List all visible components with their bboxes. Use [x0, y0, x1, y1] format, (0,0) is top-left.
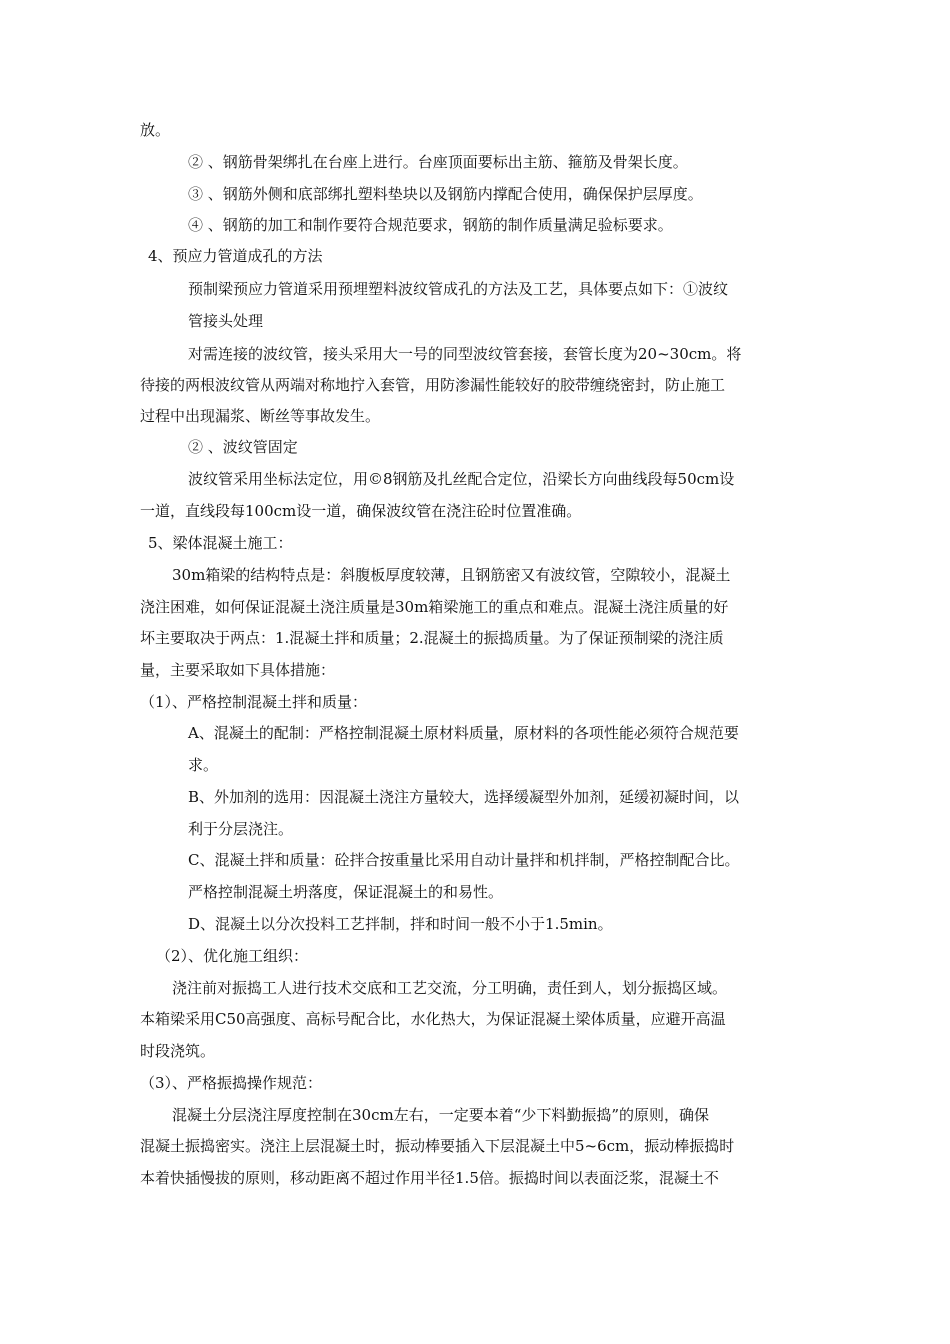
text-line: 放。	[140, 121, 171, 139]
text-line: ③ 、钢筋外侧和底部绑扎塑料垫块以及钢筋内撑配合使用，确保保护层厚度。	[188, 185, 703, 203]
text-line: 30m箱梁的结构特点是：斜腹板厚度较薄，且钢筋密又有波纹管，空隙较小，混凝土	[172, 566, 731, 584]
text-line: 利于分层浇注。	[188, 820, 294, 838]
text-line: A、混凝土的配制：严格控制混凝土原材料质量，原材料的各项性能必须符合规范要	[188, 724, 739, 742]
text-line: ④ 、钢筋的加工和制作要符合规范要求，钢筋的制作质量满足验标要求。	[188, 216, 673, 234]
text-line: 对需连接的波纹管，接头采用大一号的同型波纹管套接，套管长度为20~30cm。将	[188, 345, 742, 363]
subsection-heading: （1）、严格控制混凝土拌和质量：	[140, 693, 368, 711]
text-line: 浇注困难，如何保证混凝土浇注质量是30m箱梁施工的重点和难点。混凝土浇注质量的好	[140, 598, 729, 616]
text-line: 浇注前对振捣工人进行技术交底和工艺交流，分工明确，责任到人，划分振捣区域。	[172, 979, 728, 997]
subsection-heading: （2）、优化施工组织：	[156, 947, 309, 965]
text-line: 混凝土分层浇注厚度控制在30cm左右，一定要本着“少下料勤振捣”的原则，确保	[172, 1106, 710, 1124]
text-line: 坏主要取决于两点：1.混凝土拌和质量；2.混凝土的振捣质量。为了保证预制梁的浇注质	[140, 629, 724, 647]
text-line: ② 、波纹管固定	[188, 438, 298, 456]
text-line: B、外加剂的选用：因混凝土浇注方量较大，选择缓凝型外加剂，延缓初凝时间，以	[188, 788, 740, 806]
text-line: 严格控制混凝土坍落度，保证混凝土的和易性。	[188, 883, 504, 901]
text-line: D、混凝土以分次投料工艺拌制，拌和时间一般不小于1.5min。	[188, 915, 613, 933]
text-line: ② 、钢筋骨架绑扎在台座上进行。台座顶面要标出主筋、箍筋及骨架长度。	[188, 153, 688, 171]
text-line: 本着快插慢拔的原则，移动距离不超过作用半径1.5倍。振捣时间以表面泛浆，混凝土不	[140, 1169, 719, 1187]
text-line: 本箱梁采用C50高强度、高标号配合比，水化热大，为保证混凝土梁体质量，应避开高温	[140, 1010, 726, 1028]
text-line: 混凝土振捣密实。浇注上层混凝土时，振动棒要插入下层混凝土中5~6cm，振动棒振捣时	[140, 1137, 735, 1155]
text-line: 过程中出现漏浆、断丝等事故发生。	[140, 407, 381, 425]
section-heading: 4、预应力管道成孔的方法	[148, 247, 323, 265]
text-line: 预制梁预应力管道采用预埋塑料波纹管成孔的方法及工艺，具体要点如下：①波纹	[188, 280, 729, 298]
text-line: 时段浇筑。	[140, 1042, 216, 1060]
text-line: 待接的两根波纹管从两端对称地拧入套管，用防渗漏性能较好的胶带缠绕密封，防止施工	[140, 376, 726, 394]
subsection-heading: （3）、严格振捣操作规范：	[140, 1074, 323, 1092]
section-heading: 5、梁体混凝土施工：	[148, 534, 293, 552]
text-line: 波纹管采用坐标法定位，用©8钢筋及扎丝配合定位，沿梁长方向曲线段每50cm设	[188, 470, 735, 488]
text-line: 量，主要采取如下具体措施：	[140, 661, 336, 679]
text-line: 管接头处理	[188, 312, 264, 330]
text-line: 一道，直线段每100cm设一道，确保波纹管在浇注砼时位置准确。	[140, 502, 582, 520]
text-line: C、混凝土拌和质量：砼拌合按重量比采用自动计量拌和机拌制，严格控制配合比。	[188, 851, 740, 869]
text-line: 求。	[188, 756, 219, 774]
